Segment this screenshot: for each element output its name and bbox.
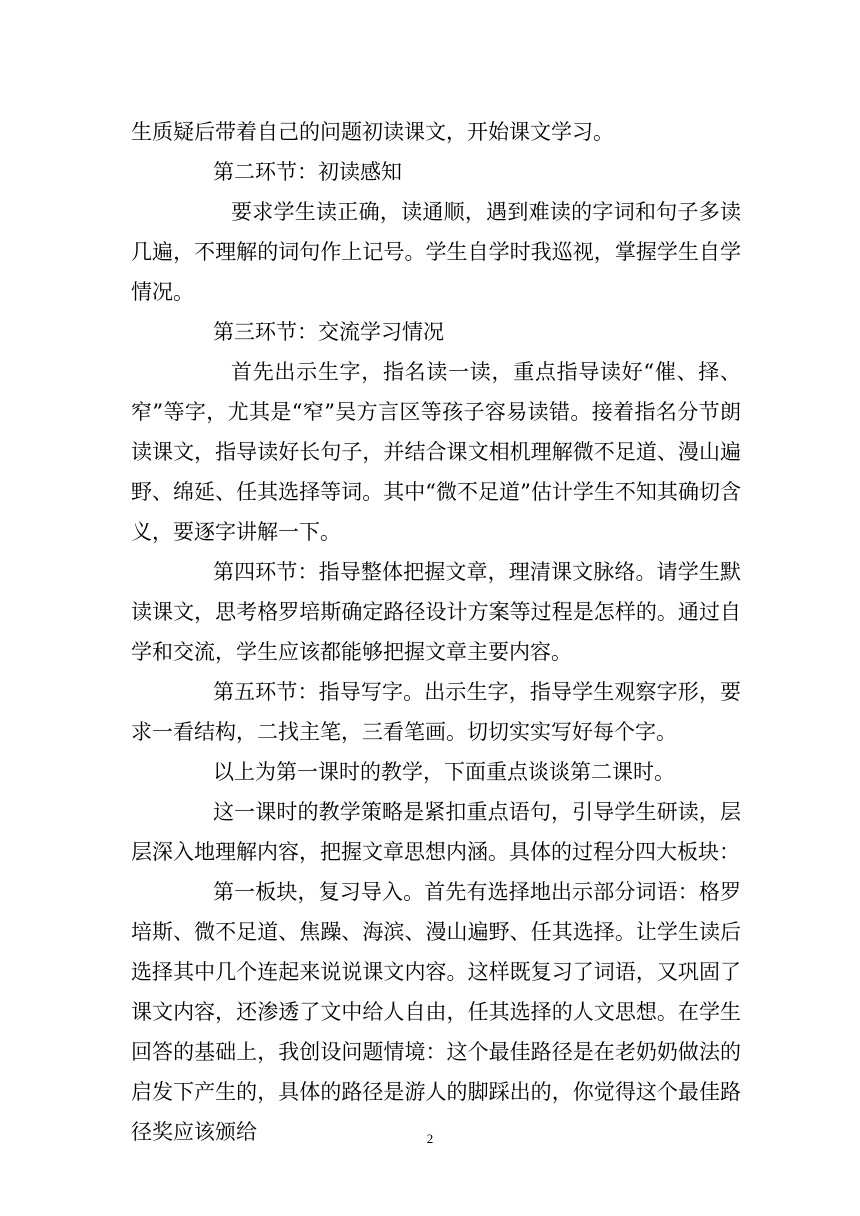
paragraph-continuation: 生质疑后带着自己的问题初读课文，开始课文学习。 bbox=[131, 120, 614, 144]
section-heading-stage-3: 第三环节：交流学习情况 bbox=[213, 320, 444, 344]
section-heading-stage-2: 第二环节：初读感知 bbox=[213, 160, 402, 184]
page-number: 2 bbox=[426, 1131, 434, 1146]
paragraph-second-lesson-strategy: 这一课时的教学策略是紧扣重点语句，引导学生研读，层层深入地理解内容，把握文章思想内涵。具体的过程分四大板块： bbox=[131, 800, 741, 864]
paragraph-block-1: 第一板块，复习导入。首先有选择地出示部分词语：格罗培斯、微不足道、焦躁、海滨、漫山遍野、任其选择。让学生读后选择其中几个连起来说说课文内容。这样既复习了词语，又巩固了课文内容，还渗透了文中给人自由，任其选择的人文思想。在学生回答的基础上，我创设问题情境：这个最佳路径是在老奶奶做法的启发下产生的，具体的路径是游人的脚踩出的，你觉得这个最佳路径奖应该颁给 bbox=[131, 880, 741, 1144]
paragraph-stage-3: 首先出示生字，指名读一读，重点指导读好“催、择、窄”等字，尤其是“窄”吴方言区等孩子容易读错。接着指名分节朗读课文，指导读好长句子，并结合课文相机理解微不足道、漫山遍野、绵延、任其选择等词。其中“微不足道”估计学生不知其确切含义，要逐字讲解一下。 bbox=[131, 360, 741, 544]
document-body bbox=[131, 112, 741, 1152]
paragraph-stage-2: 要求学生读正确，读通顺，遇到难读的字词和句子多读几遍，不理解的词句作上记号。学生自学时我巡视，掌握学生自学情况。 bbox=[131, 200, 741, 304]
paragraph-summary: 以上为第一课时的教学，下面重点谈谈第二课时。 bbox=[213, 760, 675, 784]
paragraph-stage-5: 第五环节：指导写字。出示生字，指导学生观察字形，要求一看结构，二找主笔，三看笔画。切切实实写好每个字。 bbox=[131, 680, 741, 744]
paragraph-stage-4: 第四环节：指导整体把握文章，理清课文脉络。请学生默读课文，思考格罗培斯确定路径设计方案等过程是怎样的。通过自学和交流，学生应该都能够把握文章主要内容。 bbox=[131, 560, 741, 664]
